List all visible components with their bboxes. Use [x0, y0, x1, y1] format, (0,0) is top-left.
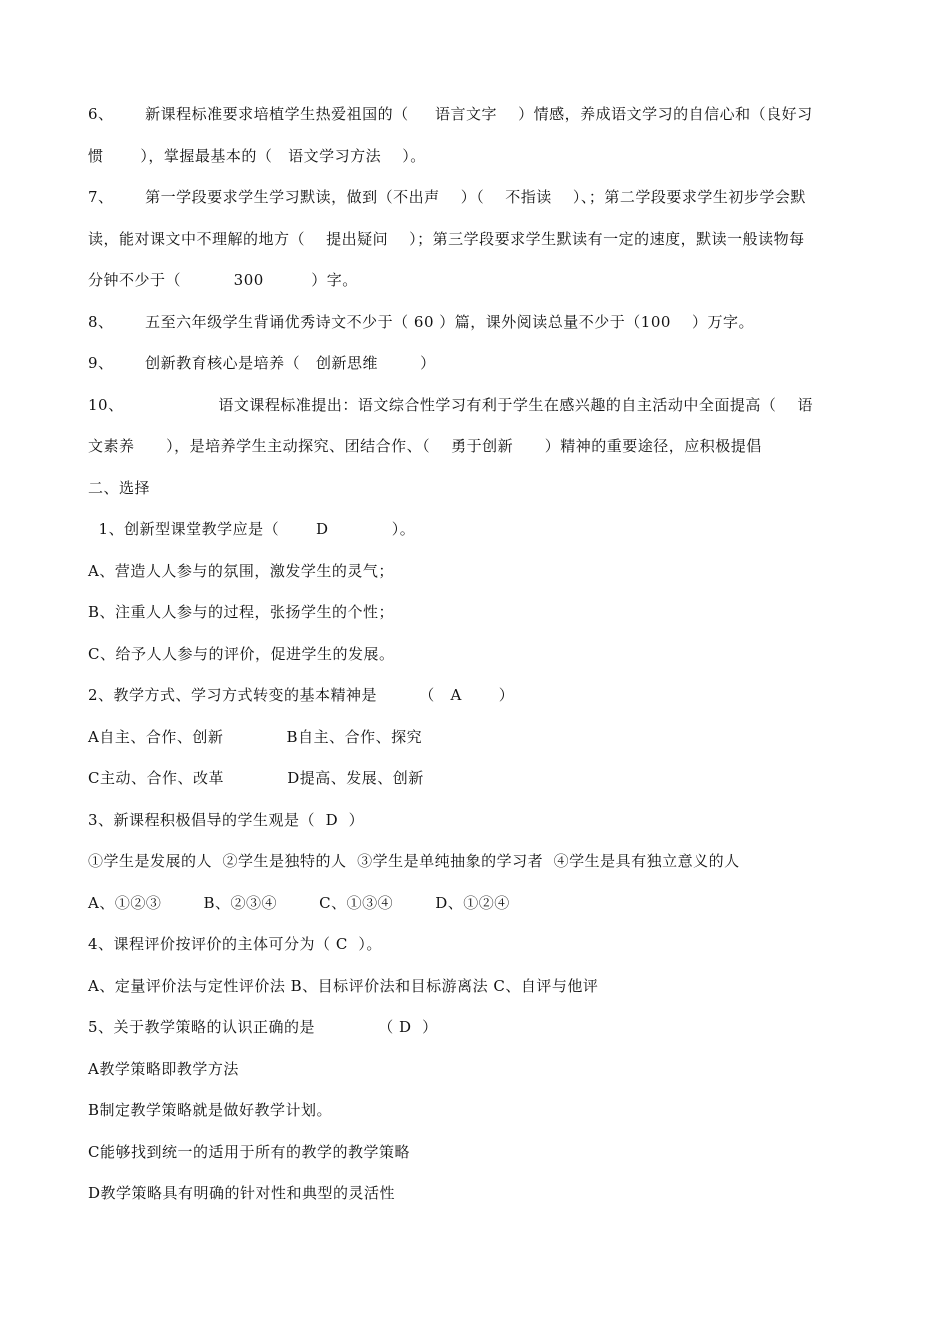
choice-3-statements: ①学生是发展的人 ②学生是独特的人 ③学生是单纯抽象的学习者 ④学生是具有独立意义的人: [88, 852, 740, 870]
question-10-line-1: 10、 语文课程标准提出：语文综合性学习有利于学生在感兴趣的自主活动中全面提高（ 语: [88, 396, 813, 414]
choice-2-options-cd: C主动、合作、改革 D提高、发展、创新: [88, 769, 424, 787]
choice-2-options-ab: A自主、合作、创新 B自主、合作、探究: [88, 728, 423, 746]
choice-5-question: 5、关于教学策略的认识正确的是 （ D ）: [88, 1018, 438, 1036]
question-6-line-2: 惯 ），掌握最基本的（ 语文学习方法 ）。: [88, 147, 426, 165]
question-6-line-1: 6、 新课程标准要求培植学生热爱祖国的（ 语言文字 ）情感，养成语文学习的自信心和（良好习: [88, 105, 813, 123]
choice-1-question: 1、创新型课堂教学应是（ D ）。: [88, 520, 416, 538]
choice-3-question: 3、新课程积极倡导的学生观是（ D ）: [88, 811, 365, 829]
choice-5-option-c: C能够找到统一的适用于所有的教学的教学策略: [88, 1143, 410, 1161]
question-7-line-1: 7、 第一学段要求学生学习默读，做到（不出声 ）（ 不指读 ）、；第二学段要求学生初步学会默: [88, 188, 806, 206]
choice-2-question: 2、教学方式、学习方式转变的基本精神是 （ A ）: [88, 686, 515, 704]
question-7-line-3: 分钟不少于（ 300 ）字。: [88, 271, 358, 289]
choice-3-options: A、①②③ B、②③④ C、①③④ D、①②④: [88, 894, 510, 912]
question-10-line-2: 文素养 ），是培养学生主动探究、团结合作、（ 勇于创新 ）精神的重要途径，应积极提倡: [88, 437, 762, 455]
choice-5-option-d: D教学策略具有明确的针对性和典型的灵活性: [88, 1184, 396, 1202]
choice-1-option-a: A、营造人人参与的氛围，激发学生的灵气；: [88, 562, 394, 580]
question-7-line-2: 读，能对课文中不理解的地方（ 提出疑问 ）；第三学段要求学生默读有一定的速度，默读一般读物每: [88, 230, 805, 248]
choice-5-option-a: A教学策略即教学方法: [88, 1060, 239, 1078]
choice-1-option-c: C、给予人人参与的评价，促进学生的发展。: [88, 645, 395, 663]
choice-1-option-b: B、注重人人参与的过程，张扬学生的个性；: [88, 603, 395, 621]
choice-5-option-b: B制定教学策略就是做好教学计划。: [88, 1101, 333, 1119]
choice-4-options: A、定量评价法与定性评价法 B、目标评价法和目标游离法 C、自评与他评: [88, 977, 599, 995]
choice-4-question: 4、课程评价按评价的主体可分为（ C ）。: [88, 935, 382, 953]
question-8-line: 8、 五至六年级学生背诵优秀诗文不少于（ 60 ）篇，课外阅读总量不少于（100 ）万字。: [88, 313, 754, 331]
section-heading-choice: 二、选择: [88, 479, 151, 497]
question-9-line: 9、 创新教育核心是培养（ 创新思维 ）: [88, 354, 436, 372]
